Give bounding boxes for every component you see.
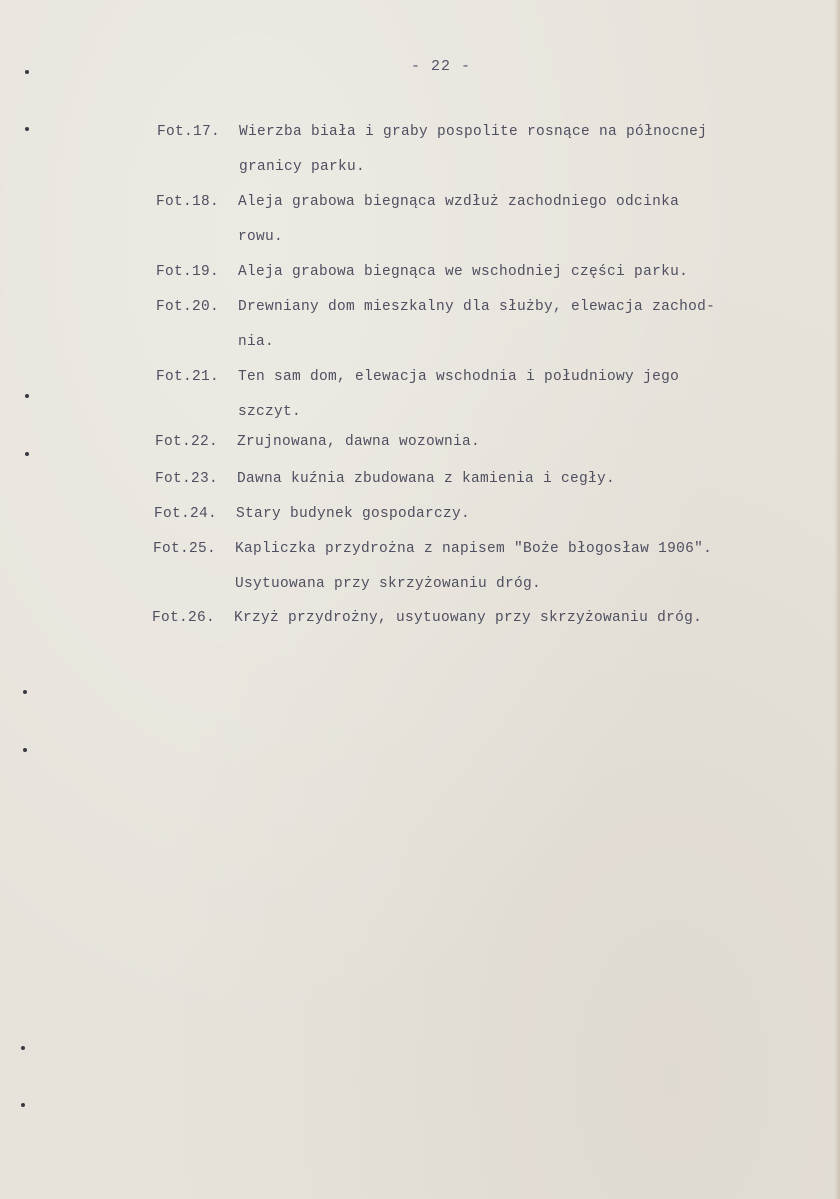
caption-number: Fot.18. — [156, 194, 220, 210]
caption-text: Drewniany dom mieszkalny dla służby, elewacja zachod- — [238, 299, 716, 315]
caption-text: Zrujnowana, dawna wozownia. — [237, 434, 481, 450]
caption-text: Stary budynek gospodarczy. — [236, 506, 471, 522]
margin-mark — [21, 1103, 25, 1107]
caption-text-continued: rowu. — [238, 229, 284, 245]
caption-number: Fot.26. — [152, 610, 216, 626]
caption-text: Aleja grabowa biegnąca we wschodniej części parku. — [238, 264, 689, 280]
page-number: - 22 - — [410, 58, 471, 75]
caption-text-continued: granicy parku. — [239, 159, 366, 175]
caption-text-continued: szczyt. — [238, 404, 302, 420]
caption-number: Fot.17. — [157, 124, 221, 140]
paper-edge — [834, 0, 840, 1199]
margin-mark — [23, 748, 27, 752]
caption-text: Krzyż przydrożny, usytuowany przy skrzyżowaniu dróg. — [234, 610, 703, 626]
margin-mark — [21, 1046, 25, 1050]
caption-number: Fot.19. — [156, 264, 220, 280]
margin-mark — [25, 452, 29, 456]
caption-text: Dawna kuźnia zbudowana z kamienia i cegły. — [237, 471, 616, 487]
caption-text: Kapliczka przydrożna z napisem "Boże błogosław 1906". — [235, 541, 713, 557]
caption-number: Fot.24. — [154, 506, 218, 522]
caption-number: Fot.20. — [156, 299, 220, 315]
caption-number: Fot.23. — [155, 471, 219, 487]
caption-text-continued: Usytuowana przy skrzyżowaniu dróg. — [235, 576, 542, 592]
caption-number: Fot.22. — [155, 434, 219, 450]
caption-text-continued: nia. — [238, 334, 275, 350]
margin-mark — [23, 690, 27, 694]
margin-mark — [25, 127, 29, 131]
caption-number: Fot.21. — [156, 369, 220, 385]
margin-mark — [25, 394, 29, 398]
caption-text: Wierzba biała i graby pospolite rosnące na północnej — [239, 124, 708, 140]
caption-number: Fot.25. — [153, 541, 217, 557]
caption-text: Ten sam dom, elewacja wschodnia i południowy jego — [238, 369, 680, 385]
caption-text: Aleja grabowa biegnąca wzdłuż zachodniego odcinka — [238, 194, 680, 210]
